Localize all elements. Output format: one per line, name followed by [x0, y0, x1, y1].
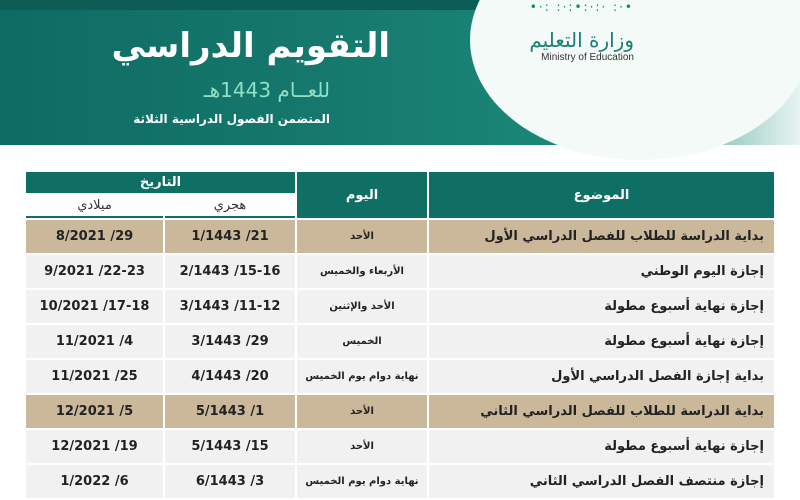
gregorian-date-cell: 6/ 1/2022	[26, 465, 163, 498]
table-row	[26, 430, 774, 463]
gregorian-date-cell: 17-18/ 10/2021	[26, 290, 163, 323]
calendar-table	[24, 170, 776, 500]
day-cell: الخميس	[297, 325, 427, 358]
page-title: التقويم الدراسي	[111, 26, 390, 66]
topic-cell: إجازة نهاية أسبوع مطولة	[429, 430, 774, 463]
page-subtitle: المتضمن الفصول الدراسية الثلاثة	[133, 112, 330, 126]
hijri-date-cell: 21/ 1/1443	[165, 220, 295, 253]
table-row	[26, 220, 774, 253]
header-topic: الموضوع	[429, 172, 774, 218]
day-cell: الأحد	[297, 220, 427, 253]
hijri-date-cell: 11-12/ 3/1443	[165, 290, 295, 323]
top-strip	[0, 0, 490, 10]
day-cell: الأحد والإثنين	[297, 290, 427, 323]
table-row	[26, 395, 774, 428]
header-day: اليوم	[297, 172, 427, 218]
day-cell: الأحد	[297, 430, 427, 463]
table-row	[26, 465, 774, 498]
gregorian-date-cell: 19/ 12/2021	[26, 430, 163, 463]
header-hijri: هجري	[165, 195, 295, 218]
hijri-date-cell: 20/ 4/1443	[165, 360, 295, 393]
hijri-date-cell: 3/ 6/1443	[165, 465, 295, 498]
year-label: للعــام 1443هـ	[203, 78, 330, 102]
table-row	[26, 325, 774, 358]
gregorian-date-cell: 29/ 8/2021	[26, 220, 163, 253]
hijri-date-cell: 15/ 5/1443	[165, 430, 295, 463]
logo-dots-icon: •·: ·:·:•:·: :·•	[529, 0, 634, 14]
gregorian-date-cell: 5/ 12/2021	[26, 395, 163, 428]
header-date: التاريخ	[26, 172, 295, 193]
topic-cell: إجازة اليوم الوطني	[429, 255, 774, 288]
day-cell: نهاية دوام يوم الخميس	[297, 465, 427, 498]
gregorian-date-cell: 25/ 11/2021	[26, 360, 163, 393]
table-row	[26, 360, 774, 393]
gregorian-date-cell: 22-23/ 9/2021	[26, 255, 163, 288]
topic-cell: إجازة منتصف الفصل الدراسي الثاني	[429, 465, 774, 498]
hijri-date-cell: 15-16/ 2/1443	[165, 255, 295, 288]
day-cell: نهاية دوام يوم الخميس	[297, 360, 427, 393]
ministry-name-en: Ministry of Education	[541, 52, 634, 63]
topic-cell: إجازة نهاية أسبوع مطولة	[429, 325, 774, 358]
header-banner	[0, 0, 800, 145]
ministry-name-ar: وزارة التعليم	[529, 28, 634, 52]
topic-cell: بداية إجازة الفصل الدراسي الأول	[429, 360, 774, 393]
ministry-logo	[490, 0, 640, 70]
topic-cell: بداية الدراسة للطلاب للفصل الدراسي الأول	[429, 220, 774, 253]
hijri-date-cell: 1/ 5/1443	[165, 395, 295, 428]
day-cell: الأربعاء والخميس	[297, 255, 427, 288]
topic-cell: إجازة نهاية أسبوع مطولة	[429, 290, 774, 323]
gregorian-date-cell: 4/ 11/2021	[26, 325, 163, 358]
table-row	[26, 290, 774, 323]
hijri-date-cell: 29/ 3/1443	[165, 325, 295, 358]
day-cell: الأحد	[297, 395, 427, 428]
table-row	[26, 255, 774, 288]
topic-cell: بداية الدراسة للطلاب للفصل الدراسي الثاني	[429, 395, 774, 428]
header-gregorian: ميلادي	[26, 195, 163, 218]
